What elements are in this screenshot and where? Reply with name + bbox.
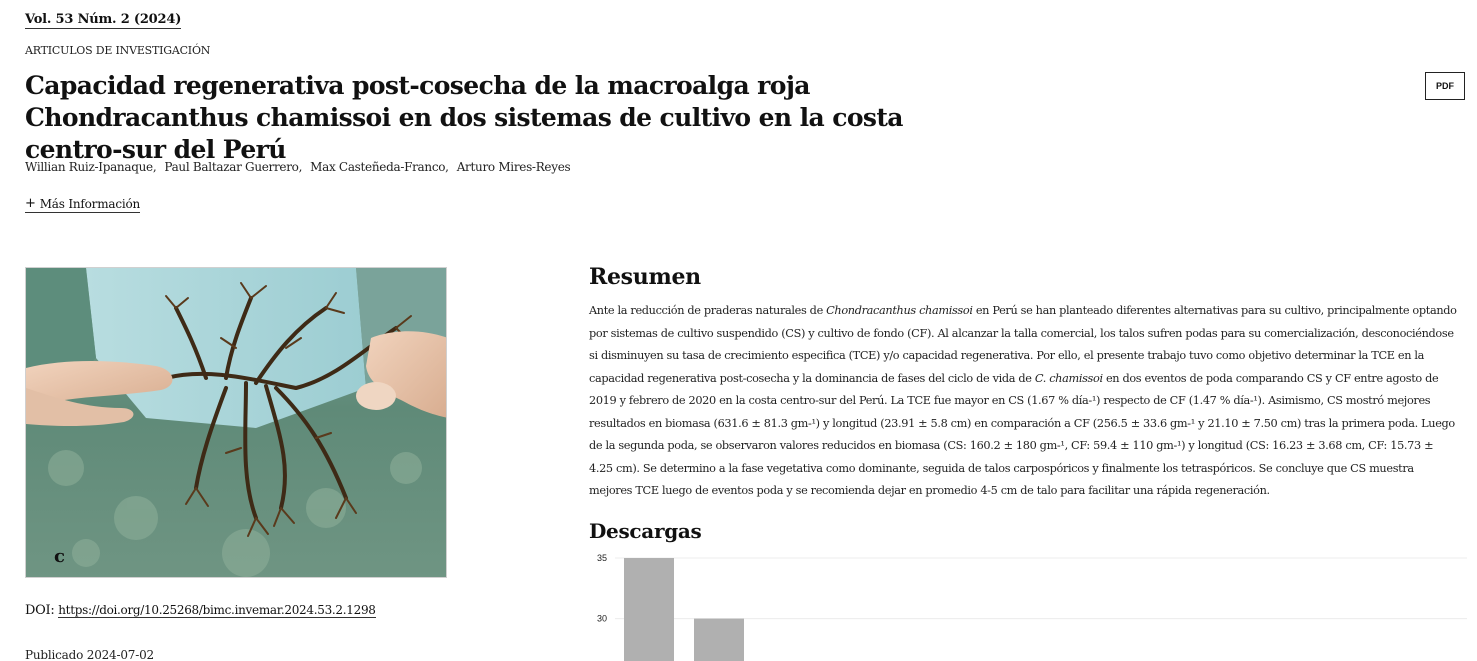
doi [25,603,376,618]
author-name: Willian Ruiz-Ipanaque, [25,160,157,174]
pdf-button[interactable]: PDF [1425,72,1465,100]
abstract-text [589,300,1457,503]
abstract-part: Ante la reducción de praderas naturales de [589,304,827,317]
plus-icon: + [25,196,36,211]
author-list [25,160,578,174]
issue-link[interactable]: Vol. 53 Núm. 2 (2024) [25,12,182,27]
abstract-part: en Perú se han planteado diferentes alternativas para su cultivo, principalmente optando por sistemas de cultivo suspendido (CS) y cultivo de fondo (CF). Al alcanzar la talla comercial, los talos sufren podas para su comercialización, desconociéndose si disminuyen su tasa de crecimiento especifica (TCE) y/o capacidad regenerativa. Por ello, el presente trabajo tuvo como objetivo determinar la TCE en la capacidad regenerativa post-cosecha y la dominancia de fases del ciclo de vida de [589,304,1457,385]
abstract-heading: Resumen [589,264,701,290]
abstract-part: en dos eventos de poda comparando CS y CF entre agosto de 2019 y febrero de 2020 en la costa centro-sur del Perú. La TCE fue mayor en CS (1.67 % día-¹) respecto de CF (1.47 % día-¹). Asimismo, CS mostró mejores resultados en biomasa (631.6 ± 81.3 gm-¹) y longitud (23.91 ± 5.8 cm) en comparación a CF (256.5 ± 33.6 gm-¹ y 21.10 ± 7.50 cm) tras la primera poda. Luego de la segunda poda, se observaron valores reducidos en biomasa (CS: 160.2 ± 180 gm-¹, CF: 59.4 ± 110 gm-¹) y longitud (CS: 16.23 ± 3.68 cm, CF: 15.73 ± 4.25 cm). Se determino a la fase vegetativa como dominante, seguida de talos carpospóricos y finalmente los tetraspóricos. Se concluye que CS muestra mejores TCE luego de eventos poda y se recomienda dejar en promedio 4-5 cm de talo para facilitar una rápida regeneración. [589,371,1455,497]
downloads-bar[interactable] [694,619,744,661]
more-info-label: Más Información [39,197,141,211]
doi-link[interactable]: https://doi.org/10.25268/bimc.invemar.2024.53.2.1298 [58,603,376,617]
downloads-chart [589,548,1469,661]
section-label: ARTICULOS DE INVESTIGACIÓN [25,44,211,57]
published-date: Publicado 2024-07-02 [25,648,154,661]
cover-image [25,267,447,578]
downloads-heading: Descargas [589,519,702,543]
y-tick-label: 35 [596,553,607,563]
author-name: Arturo Mires-Reyes [456,160,571,174]
doi-label: DOI: [25,603,55,618]
downloads-bar[interactable] [624,558,674,661]
y-tick-label: 30 [596,613,607,624]
more-info-toggle[interactable] [25,197,140,213]
author-name: Max Casteñeda-Franco, [310,160,449,174]
species-name: Chondracanthus chamissoi [826,304,973,317]
cover-caption-letter: c [54,546,65,567]
species-name: C. chamissoi [1034,371,1103,385]
author-name: Paul Baltazar Guerrero, [164,160,303,174]
article-title: Capacidad regenerativa post-cosecha de la macroalga roja Chondracanthus chamissoi en dos sistemas de cultivo en la costa centro-sur del Perú [25,71,903,164]
